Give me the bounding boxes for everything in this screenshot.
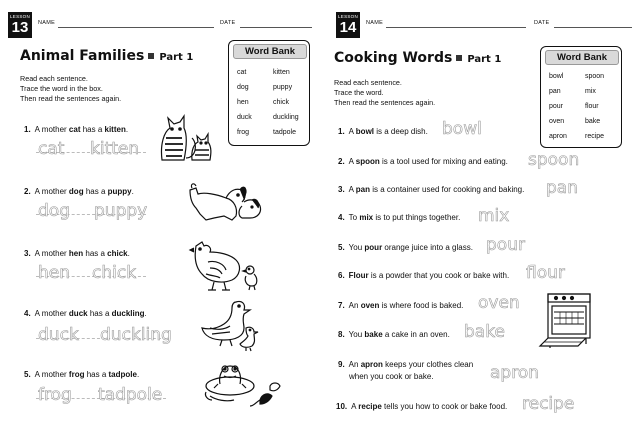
sentence-2: 2. A mother dog has a puppy. [24, 187, 134, 196]
oven-icon [538, 290, 594, 348]
sentence-3: 3. A mother hen has a chick. [24, 249, 130, 258]
word-bank [540, 46, 622, 148]
word-bank-title: Word Bank [233, 44, 307, 59]
part-label: Part 1 [467, 54, 502, 65]
lesson-badge [8, 12, 32, 38]
word-bank-word: recipe [585, 133, 605, 140]
sentence-8: 8. You bake a cake in an oven. [338, 330, 450, 339]
lesson-number: 14 [339, 19, 357, 36]
word-bank-word: chick [273, 99, 289, 106]
instructions: Read each sentence. Trace the word in the box. Then read the sentences again. [20, 74, 122, 103]
part-label: Part 1 [159, 52, 194, 63]
word-bank-word: oven [549, 118, 565, 125]
trace-word[interactable]: spoon [528, 150, 580, 170]
word-bank-word: tadpole [273, 129, 296, 136]
sentence-9: 9. An apron keeps your clothes clean [338, 360, 474, 369]
trace-word[interactable]: pour [486, 235, 525, 255]
dog-and-puppy-icon [186, 180, 266, 222]
trace-word[interactable]: chick [92, 263, 137, 283]
name-line [386, 27, 526, 28]
date-label: DATE [534, 20, 550, 26]
name-label: NAME [366, 20, 384, 26]
trace-word[interactable]: duckling [100, 325, 172, 345]
word-bank-word: flour [585, 103, 599, 110]
word-bank-word: kitten [273, 69, 290, 76]
duck-and-duckling-icon [196, 298, 262, 352]
sentence-10: 10. A recipe tells you how to cook or bake food. [336, 402, 508, 411]
trace-word[interactable]: tadpole [98, 385, 163, 405]
name-line [58, 27, 214, 28]
sentence-2: 2. A spoon is a tool used for mixing and eating. [338, 157, 508, 166]
word-bank-word: apron [549, 133, 567, 140]
lesson-label: LESSON [337, 14, 359, 19]
trace-word[interactable]: pan [546, 178, 578, 198]
page-title: Animal Families Part 1 [20, 48, 194, 64]
date-line [554, 27, 632, 28]
date-label: DATE [220, 20, 236, 26]
frog-and-tadpole-icon [200, 356, 282, 412]
sentence-5: 5. A mother frog has a tadpole. [24, 370, 140, 379]
trace-word[interactable]: bowl [442, 119, 482, 139]
date-line [240, 27, 312, 28]
sentence-1: 1. A mother cat has a kitten. [24, 125, 129, 134]
page-title: Cooking Words Part 1 [334, 50, 502, 66]
trace-word[interactable]: cat [38, 139, 65, 159]
sentence-5: 5. You pour orange juice into a glass. [338, 243, 473, 252]
trace-word[interactable]: duck [38, 325, 79, 345]
sentence-1: 1. A bowl is a deep dish. [338, 127, 428, 136]
trace-word[interactable]: oven [478, 293, 520, 313]
trace-word[interactable]: puppy [94, 201, 148, 221]
instructions: Read each sentence. Trace the word. Then read the sentences again. [334, 78, 436, 107]
hen-and-chick-icon [188, 240, 262, 292]
word-bank-word: pan [549, 88, 561, 95]
trace-word[interactable]: apron [490, 363, 539, 383]
trace-word[interactable]: kitten [90, 139, 140, 159]
worksheet-lesson-14 [322, 0, 640, 425]
sentence-4: 4. To mix is to put things together. [338, 213, 461, 222]
word-bank-word: pour [549, 103, 564, 110]
sentence-4: 4. A mother duck has a duckling. [24, 309, 147, 318]
word-bank-word: cat [237, 69, 247, 76]
trace-word[interactable]: mix [478, 206, 510, 226]
trace-word[interactable]: hen [38, 263, 71, 283]
word-bank-word: mix [585, 88, 596, 95]
word-bank-word: dog [237, 84, 249, 91]
lesson-label: LESSON [9, 14, 31, 19]
sentence-6: 6. Flour is a powder that you cook or bake with. [338, 271, 510, 280]
name-label: NAME [38, 20, 56, 26]
trace-word[interactable]: bake [464, 322, 505, 342]
sentence-3: 3. A pan is a container used for cooking and baking. [338, 185, 525, 194]
word-bank-word: puppy [273, 84, 293, 91]
trace-word[interactable]: flour [526, 263, 565, 283]
trace-word[interactable]: dog [38, 201, 70, 221]
word-bank-word: bowl [549, 73, 564, 80]
word-bank-word: duck [237, 114, 252, 121]
word-bank-word: duckling [273, 114, 299, 121]
word-bank-word: bake [585, 118, 601, 125]
trace-word[interactable]: recipe [522, 394, 575, 414]
sentence-7: 7. An oven is where food is baked. [338, 301, 464, 310]
word-bank-title: Word Bank [545, 50, 619, 65]
trace-word[interactable]: frog [38, 385, 72, 405]
lesson-number: 13 [11, 19, 29, 36]
word-bank-word: spoon [585, 73, 605, 80]
cat-and-kitten-icon [156, 114, 214, 162]
word-bank-word: frog [237, 129, 250, 136]
lesson-badge [336, 12, 360, 38]
word-bank-word: hen [237, 99, 249, 106]
sentence-9-line-2: when you cook or bake. [349, 372, 434, 381]
word-bank [228, 40, 310, 146]
